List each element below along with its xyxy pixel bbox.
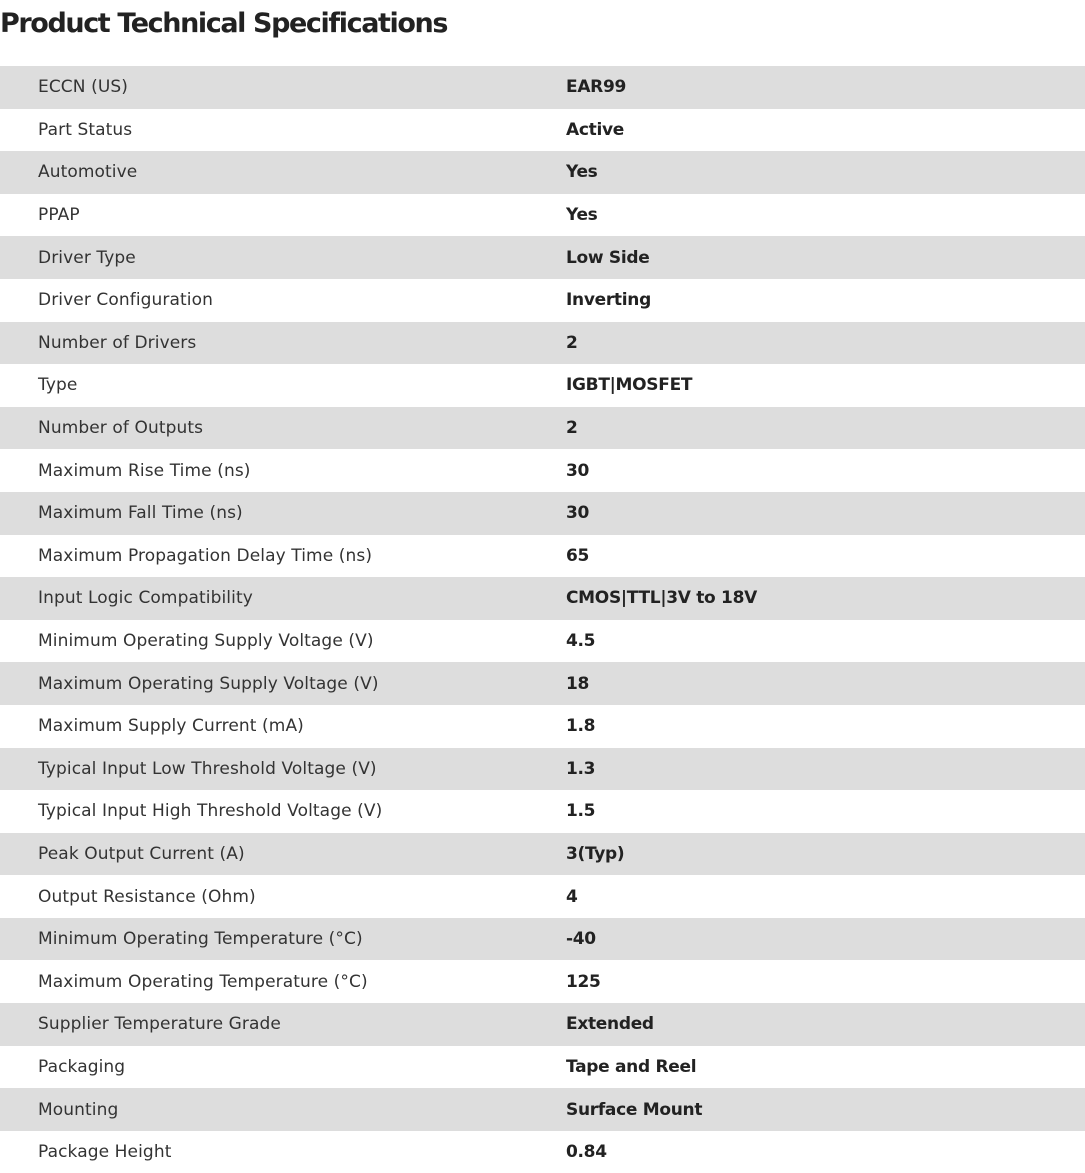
spec-value: -40 [566, 918, 1085, 961]
spec-row [0, 1046, 1085, 1089]
spec-label: Packaging [0, 1046, 566, 1089]
spec-value: 30 [566, 492, 1085, 535]
page-title: Product Technical Specifications [0, 8, 448, 39]
spec-row [0, 577, 1085, 620]
spec-label: Supplier Temperature Grade [0, 1003, 566, 1046]
spec-row [0, 1088, 1085, 1131]
spec-row [0, 279, 1085, 322]
spec-label: Part Status [0, 109, 566, 152]
spec-value: 4.5 [566, 620, 1085, 663]
spec-label: Typical Input High Threshold Voltage (V) [0, 790, 566, 833]
spec-row [0, 66, 1085, 109]
spec-row [0, 662, 1085, 705]
spec-row [0, 535, 1085, 578]
spec-table [0, 66, 1085, 1173]
spec-label: Maximum Fall Time (ns) [0, 492, 566, 535]
spec-label: Output Resistance (Ohm) [0, 875, 566, 918]
spec-row [0, 407, 1085, 450]
spec-label: ECCN (US) [0, 66, 566, 109]
spec-value: 3(Typ) [566, 833, 1085, 876]
spec-row [0, 109, 1085, 152]
spec-value: Yes [566, 194, 1085, 237]
spec-value: 65 [566, 535, 1085, 578]
spec-label: Typical Input Low Threshold Voltage (V) [0, 748, 566, 791]
spec-row [0, 364, 1085, 407]
spec-value: Surface Mount [566, 1088, 1085, 1131]
spec-label: Driver Configuration [0, 279, 566, 322]
spec-value: Low Side [566, 236, 1085, 279]
spec-label: Number of Outputs [0, 407, 566, 450]
spec-row [0, 492, 1085, 535]
spec-label: Input Logic Compatibility [0, 577, 566, 620]
spec-label: Peak Output Current (A) [0, 833, 566, 876]
spec-label: Minimum Operating Temperature (°C) [0, 918, 566, 961]
spec-row [0, 449, 1085, 492]
spec-row [0, 790, 1085, 833]
spec-row [0, 236, 1085, 279]
spec-table-body [0, 66, 1085, 1173]
spec-label: Driver Type [0, 236, 566, 279]
spec-label: Maximum Supply Current (mA) [0, 705, 566, 748]
spec-row [0, 1003, 1085, 1046]
spec-value: Active [566, 109, 1085, 152]
spec-value: EAR99 [566, 66, 1085, 109]
spec-label: Number of Drivers [0, 322, 566, 365]
spec-label: Maximum Propagation Delay Time (ns) [0, 535, 566, 578]
spec-row [0, 918, 1085, 961]
spec-value: 2 [566, 407, 1085, 450]
spec-row [0, 1131, 1085, 1173]
spec-value: 125 [566, 960, 1085, 1003]
spec-label: Maximum Operating Temperature (°C) [0, 960, 566, 1003]
spec-row [0, 960, 1085, 1003]
spec-label: Mounting [0, 1088, 566, 1131]
spec-value: 2 [566, 322, 1085, 365]
spec-value: 0.84 [566, 1131, 1085, 1173]
spec-row [0, 322, 1085, 365]
spec-value: 4 [566, 875, 1085, 918]
spec-row [0, 748, 1085, 791]
spec-value: Yes [566, 151, 1085, 194]
spec-value: Extended [566, 1003, 1085, 1046]
spec-row [0, 151, 1085, 194]
spec-label: Package Height [0, 1131, 566, 1173]
spec-row [0, 833, 1085, 876]
spec-row [0, 194, 1085, 237]
spec-row [0, 620, 1085, 663]
spec-value: 18 [566, 662, 1085, 705]
spec-value: 1.3 [566, 748, 1085, 791]
spec-value: Tape and Reel [566, 1046, 1085, 1089]
spec-label: Automotive [0, 151, 566, 194]
spec-label: Maximum Operating Supply Voltage (V) [0, 662, 566, 705]
spec-value: CMOS|TTL|3V to 18V [566, 577, 1085, 620]
spec-value: 30 [566, 449, 1085, 492]
spec-label: Type [0, 364, 566, 407]
spec-label: Maximum Rise Time (ns) [0, 449, 566, 492]
spec-label: PPAP [0, 194, 566, 237]
spec-label: Minimum Operating Supply Voltage (V) [0, 620, 566, 663]
spec-value: 1.8 [566, 705, 1085, 748]
spec-row [0, 705, 1085, 748]
spec-value: 1.5 [566, 790, 1085, 833]
spec-value: Inverting [566, 279, 1085, 322]
spec-row [0, 875, 1085, 918]
spec-value: IGBT|MOSFET [566, 364, 1085, 407]
